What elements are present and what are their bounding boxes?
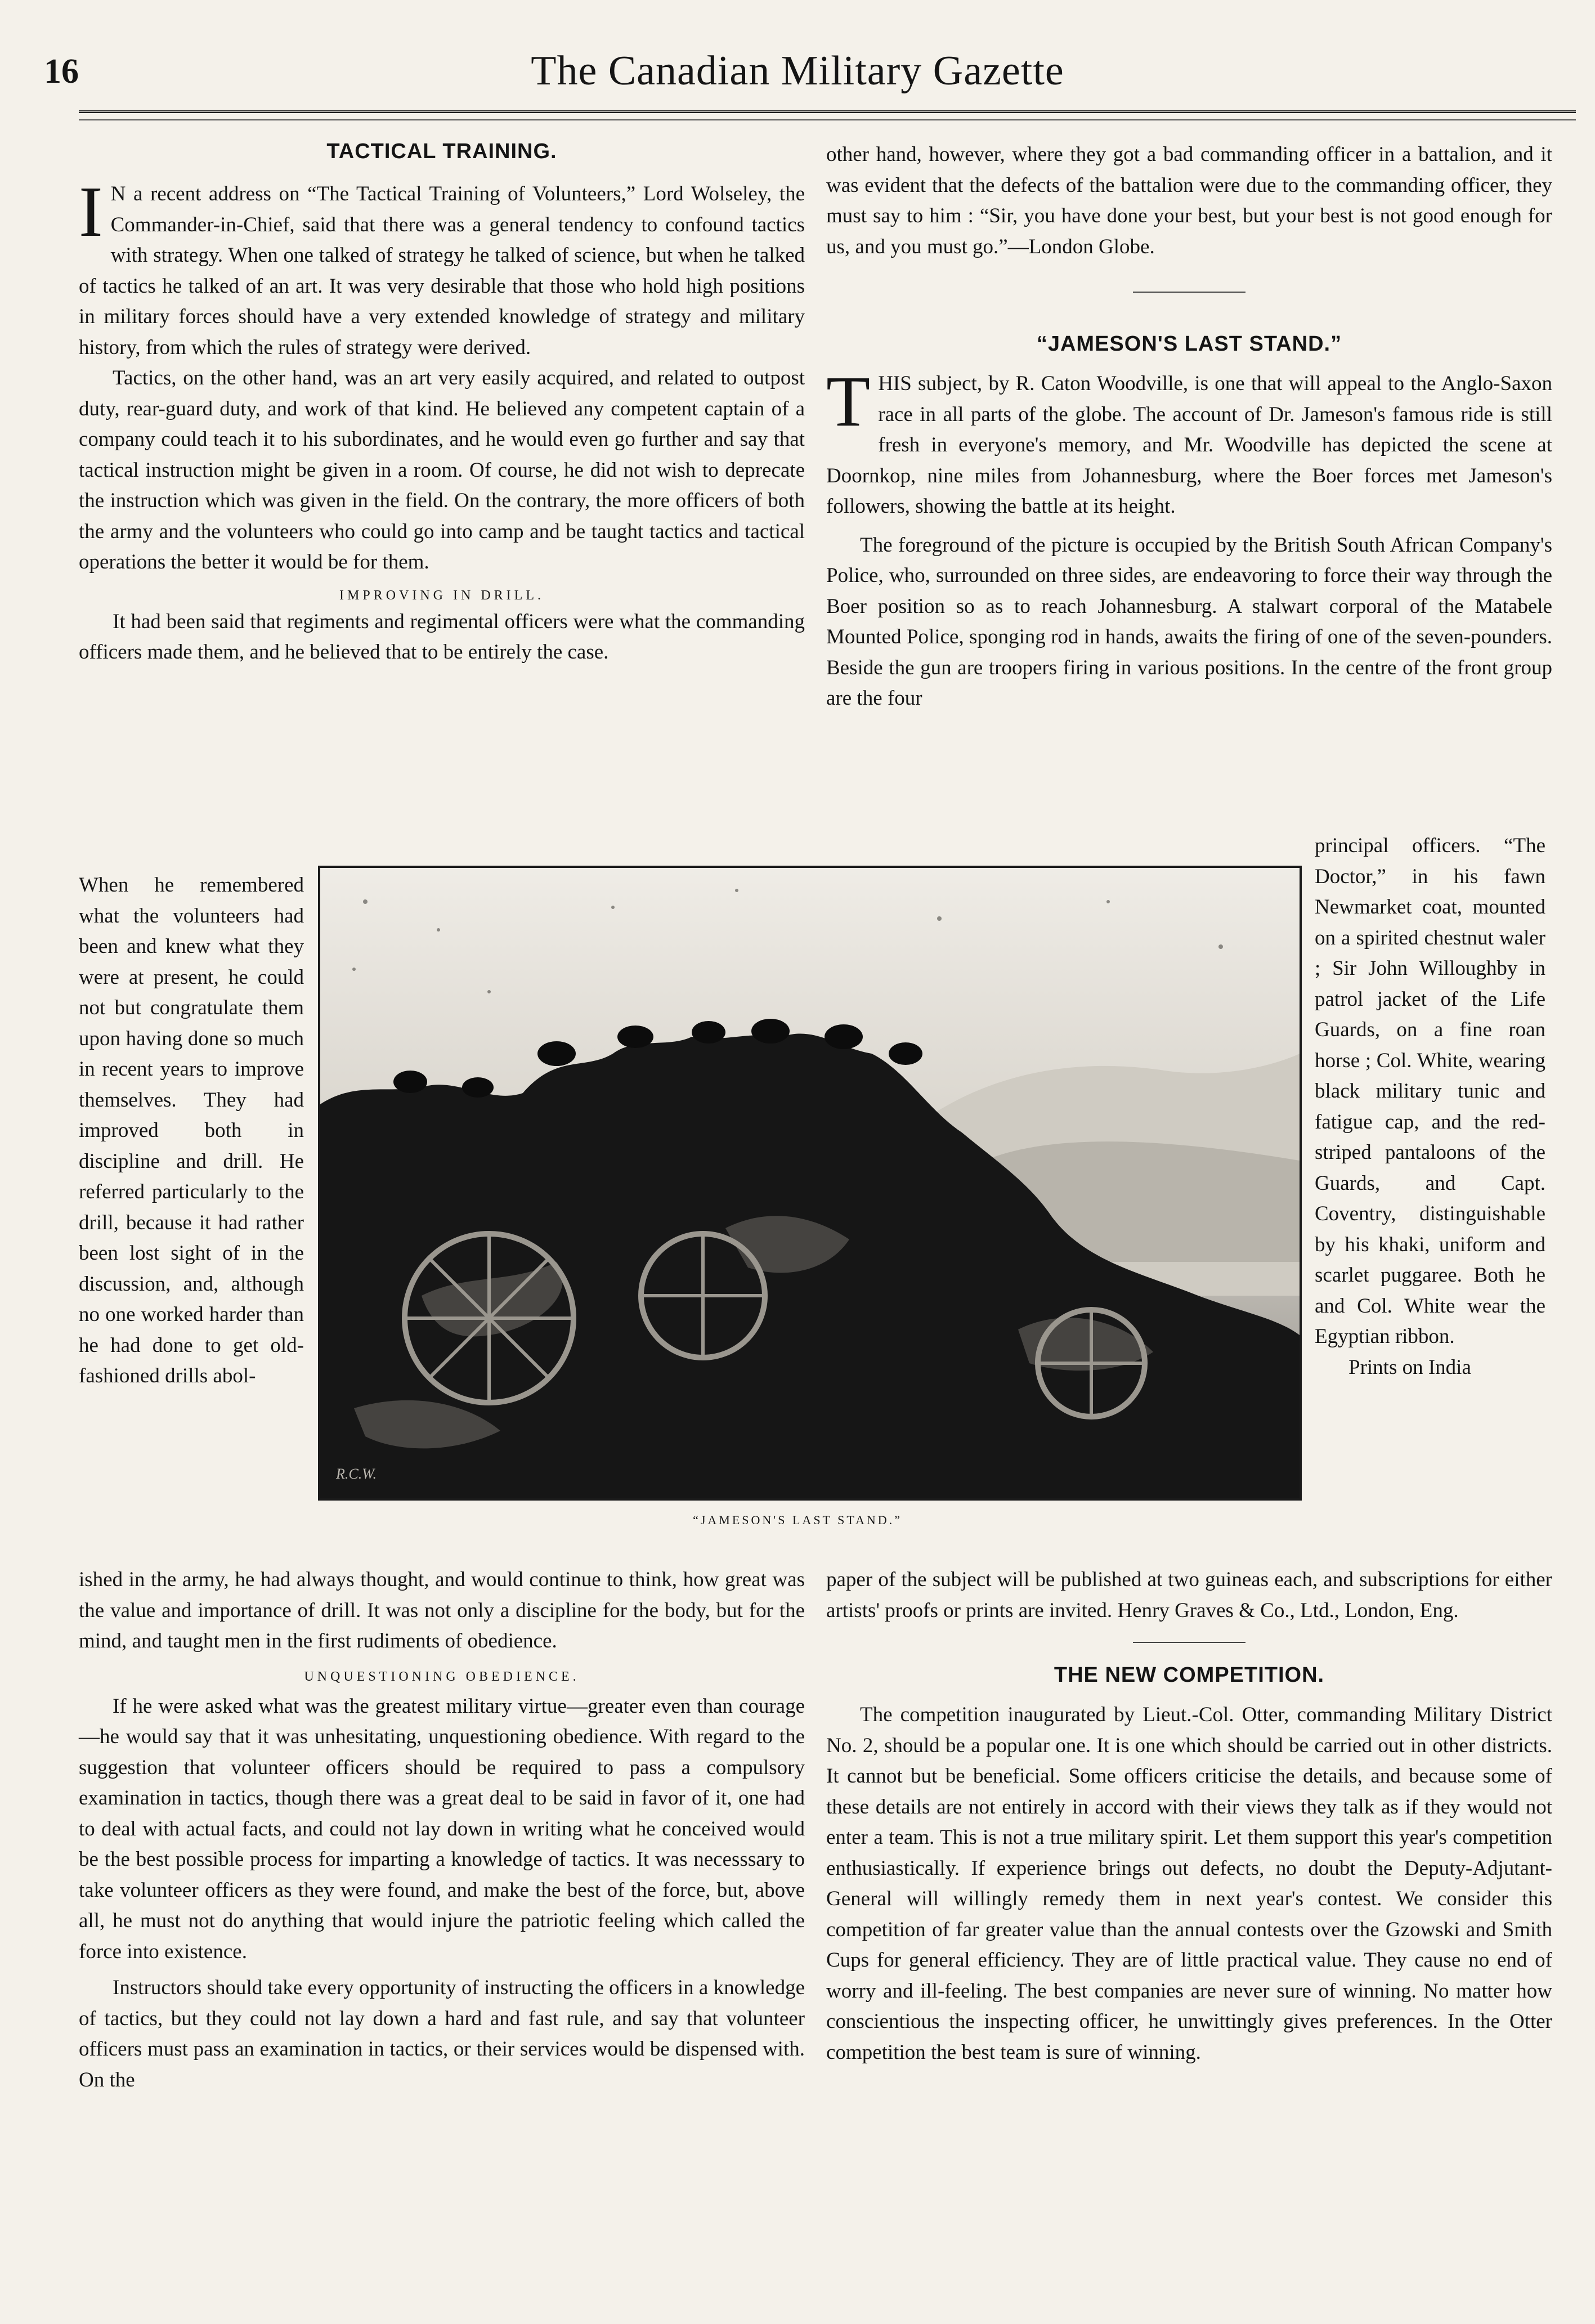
new-competition-heading: THE NEW COMPETITION. [1054,1663,1325,1687]
jameson-paragraph-1: THIS subject, by R. Caton Woodville, is one that will appeal to the Anglo-Saxon race in all parts of the globe. The account of Dr. Jameson's famous ride is still fresh in everyone's memory, and Mr. Woodville has depicted the scene at Doornkop, nine miles from Johannesburg, where the Boer forces met Jameson's followers, showing the battle at its height. [826,361,1552,518]
jameson-drop-cap: T [826,361,871,441]
tactical-paragraph-3c: ished in the army, he had always thought, and would continue to think, how great was the value and importance of drill. It was not only a discipline for the body, but for the mind, and taught men in the first rudiments of obedience. [79,1568,805,1653]
jameson-narrow-column [1315,831,1545,1383]
section-divider-2 [1133,1642,1245,1643]
tactical-paragraph-3b: When he remembered what the volunteers had been and knew what they were at present, he could not but congratulate them upon having done so much in recent years to improve themselves. They had improved both in discipline and drill. He referred particularly to the drill, because it had rather been lost sight of in the discussion, and, although no one worked harder than he had done to get old-fashioned drills abol- [79,874,304,1387]
masthead-title: The Canadian Military Gazette [531,48,1064,94]
tactical-paragraph-5: Instructors should take every opportunity of instructing the officers in a knowledge of tactics, but they could not lay down a hard and fast rule, and say that volunteer officers must pass an examination in tactics, or their services would be dispensed with. On the [79,1976,805,2092]
jameson-paragraph-2b: principal officers. “The Doctor,” in his fawn Newmarket coat, mounted on a spirited chestnut waler ; Sir John Willoughby in patrol jacket of the Life Guards, on a fine roan horse ; Col. White, wearing black military tunic and fatigue cap, and the red-striped pantaloons of the Guards, and Capt. Coventry, distinguishable by his khaki, uniform and scarlet puggaree. Both he and Col. White wear the Egyptian ribbon. [1315,834,1545,1348]
competition-paragraph-1: The competition inaugurated by Lieut.-Col. Otter, commanding Military District No. 2, should be a popular one. It is one which should be carried out in other districts. It cannot but be beneficial. Some officers criticise the details, and because some of these details are not entirely in accord with their views they talk as if they would not enter a team. This is not a true military spirit. Let them support this year's competition enthusiastically. If experience brings out defects, no doubt the Deputy-Adjutant-General will willingly remedy them in next year's contest. We consider this competition of far greater value than the annual contests over the Gzowski and Smith Cups for general efficiency. They are of little practical value. They cause no end of worry and ill-feeling. The best companies are never sure of winning. No matter how conscientious the inspecting officer, he unwittingly gives preferences. In the Otter competition the best team is sure of winning. [826,1703,1552,2064]
jameson-heading: “JAMESON'S LAST STAND.” [1036,332,1342,356]
tactical-paragraph-1: I N a recent address on “The Tactical Training of Volunteers,” Lord Wolseley, the Commander-in-Chief, said that there was a general tendency to confound tactics with strategy. When one talked of strategy he talked of science, but when he talked of tactics he talked of an art. It was very desirable that those who hold high positions in military forces should have a very extended knowledge of strategy and military history, from which the rules of strategy were derived. [79,172,805,359]
header-rule [79,110,1576,113]
tactical-drop-cap: I [79,172,103,252]
jameson-paragraph-2a: The foreground of the picture is occupied by the British South African Company's Police, who, surrounded on three sides, are endeavoring to force their way through the Boer position so as to reach Johannesburg. A stalwart corporal of the Matabele Mounted Police, sponging rod in hands, awaits the firing of one of the seven-pounders. Beside the gun are troopers firing in various positions. In the centre of the front group are the four [826,533,1552,710]
subheading-unquestioning-obedience: UNQUESTIONING OBEDIENCE. [304,1669,580,1684]
jameson-paragraph-3b: paper of the subject will be published at two guineas each, and subscriptions for either artists' proofs or prints are invited. Henry Graves & Co., Ltd., London, Eng. [826,1568,1552,1622]
right-column-top [826,140,1552,714]
tactical-training-heading: TACTICAL TRAINING. [326,140,557,163]
battle-scene-engraving [320,868,1300,1498]
tactical-narrow-column [79,870,304,1392]
tactical-article-top [79,172,805,668]
tactical-paragraph-3a: It had been said that regiments and regimental officers were what the commanding officers made them, and he believed that to be entirely the case. [79,610,805,664]
page-number: 16 [44,52,79,91]
tactical-paragraph-4: If he were asked what was the greatest military virtue—greater even than courage—he would say that it was unhesitating, unquestioning obedience. With regard to the suggestion that volunteer officers should be required to pass a compulsory examination in tactics, though there was a great deal to be said in favor of it, one had to deal with actual facts, and could not lay down in writing what he conceived would be the best possible process for imparting a knowledge of tactics. It was necesssary to take volunteer officers as they were found, and make the best of the force, but, above all, he must not do anything that would injure the patriotic feeling which called the force into existence. [79,1694,805,1963]
london-globe-continuation: other hand, however, where they got a bad commanding officer in a battalion, and it was evident that the defects of the battalion were due to the commanding officer, they must say to him : “Sir, you have done your best, but your best is not good enough for us, and you must go.”—London Globe. [826,143,1552,258]
tactical-article-bottom [79,1565,805,2095]
header-rule-thin [79,119,1576,120]
jameson-paragraph-3a: Prints on India [1348,1355,1471,1379]
section-divider [1133,292,1245,293]
engraver-signature: R.C.W. [336,1466,377,1482]
figure-caption: “JAMESON'S LAST STAND.” [693,1513,902,1527]
right-column-bottom [826,1565,1552,2068]
jameson-illustration [318,866,1302,1501]
tactical-paragraph-2: Tactics, on the other hand, was an art very easily acquired, and related to outpost duty, rear-guard duty, and work of that kind. He believed any competent captain of a company could teach it to his subordinates, and he would even go further and say that tactical instruction might be given in a room. Of course, he did not wish to deprecate the instruction which was given in the field. On the contrary, the more officers of both the army and the volunteers who could go into camp and be taught tactics and tactical operations the better it would be for them. [79,366,805,574]
subheading-improving-in-drill: IMPROVING IN DRILL. [339,588,544,603]
